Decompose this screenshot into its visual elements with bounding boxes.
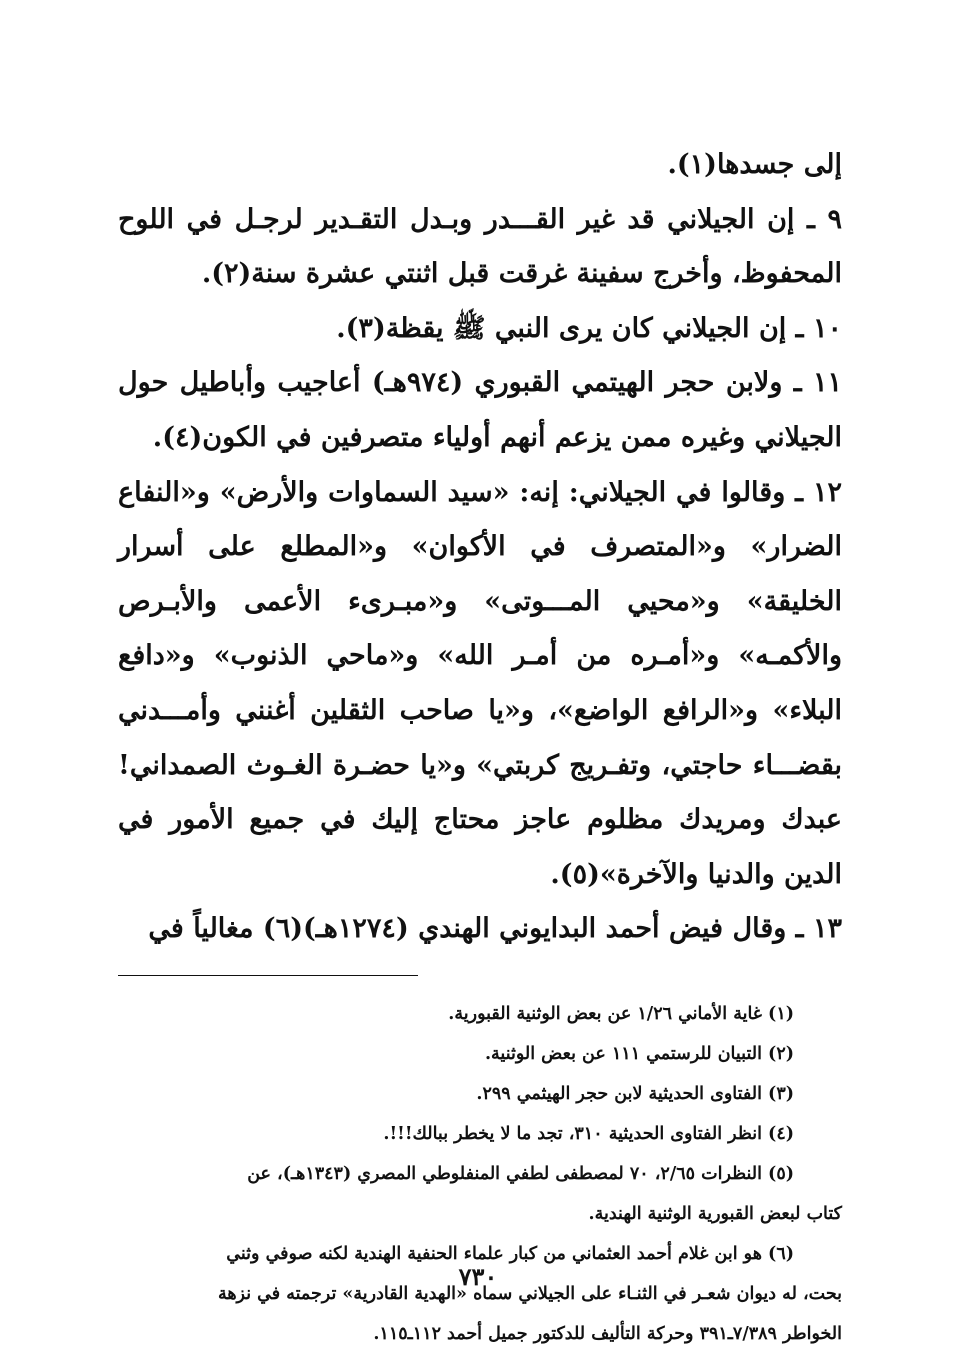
footnote-3: (٣) الفتاوى الحديثية لابن حجر الهيثمي ٢٩٩. bbox=[476, 1083, 794, 1104]
footnotes bbox=[118, 994, 842, 1354]
footnote-6-continuation-1: بحت، له ديوان شعـر في الثنـاء على الجيلاني سماه «الهدية القادرية» ترجمته في نزهة bbox=[217, 1283, 842, 1304]
footnote-5-continuation: كتاب لبعض القبورية الوثنية الهندية. bbox=[588, 1203, 842, 1224]
page-number: ٧٣٠ bbox=[458, 1262, 498, 1291]
paragraph-continuation: إلى جسدها(١). bbox=[667, 149, 842, 180]
paragraph-item-13: ١٣ ـ وقال فيض أحمد البدايوني الهندي (١٢٧٤هـ)(٦) مغالياً في bbox=[148, 913, 842, 945]
footnote-2: (٢) التبيان للرستمي ١١١ عن بعض الوثنية. bbox=[484, 1043, 794, 1064]
paragraph-item-12: ١٢ ـ وقالوا في الجيلاني: إنه: «سيد السماوات والأرض» و«النفاع الضرار» و«المتصرف في الأكوان» و«المطلع على أسرار الخليقة» و«محيي المـــوتى» و«مبـرىء الأعمى والأبـرص والأكمـه» و«أمـره من أمـر الله» و«ماحي الذنوب» و«دافع البلاء» و«الرافع الواضع»، و«يا صاحب الثقلين أغنني وأمـــدني بقضـــاء حاجتي، وتفـريج كربتي» و«يا حضـرة الغـوث الصمداني! عبدك ومريدك مظلوم عاجز محتاج إليك في جميع الأمور في الدين والدنيا والآخرة»(٥). bbox=[118, 476, 842, 890]
footnote-divider bbox=[118, 975, 418, 976]
footnote-1: (١) غاية الأماني ١/٢٦ عن بعض الوثنية القبورية. bbox=[448, 1003, 794, 1024]
paragraph-item-9: ٩ ـ إن الجيلاني قد غير القـــدر وبـدل التقـدير لرجـل في اللوح المحفوظ، وأخرج سفينة غرقت قبل اثنتي عشرة سنة(٢). bbox=[118, 203, 842, 290]
footnote-6-continuation-2: الخواطر ٧/٣٨٩ـ٣٩١ وحركة التأليف للدكتور جميل أحمد ١١٢ـ١١٥. bbox=[373, 1323, 842, 1344]
footnote-4: (٤) انظر الفتاوى الحديثية ٣١٠، تجد ما لا يخطر ببالك!!!. bbox=[383, 1123, 794, 1144]
page-body bbox=[118, 138, 842, 1354]
paragraph-item-10: ١٠ ـ إن الجيلاني كان يرى النبي ﷺ يقظة(٣). bbox=[336, 312, 842, 344]
main-text bbox=[118, 138, 842, 957]
footnote-6: (٦) هو ابن غلام أحمد العثماني من كبار علماء الحنفية الهندية لكنه صوفي وثني bbox=[226, 1243, 794, 1264]
footnote-5: (٥) النظرات ٢/٦٥، ٧٠ لمصطفى لطفي المنفلوطي المصري (١٣٤٣هـ)، عن bbox=[247, 1163, 794, 1184]
paragraph-item-11: ١١ ـ ولابن حجر الهيتمي القبوري (٩٧٤هـ) أعاجيب وأباطيل حول الجيلاني وغيره ممن يزعم أنهم أولياء متصرفين في الكون(٤). bbox=[118, 367, 843, 453]
